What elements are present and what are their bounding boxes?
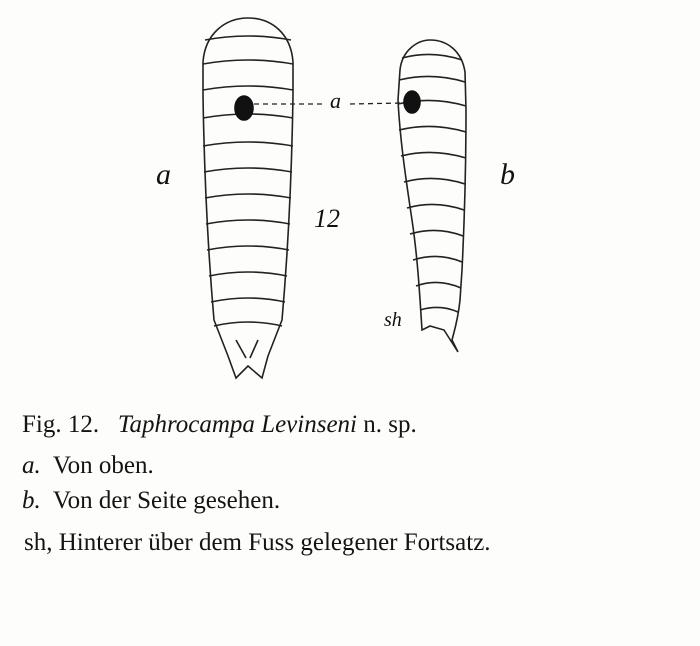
figure-number-label: 12: [314, 204, 340, 233]
caption-fig-number: Fig. 12.: [22, 411, 100, 438]
caption-line-sh: [24, 530, 491, 555]
caption-title: [22, 412, 417, 437]
pointer-lines: [254, 103, 404, 104]
eyespot-a: [235, 96, 253, 120]
caption-line-sh-text: Hinterer über dem Fuss gelegener Fortsatz.: [58, 529, 491, 556]
pointer-label-a: a: [330, 88, 341, 113]
specimen-a-outline: [203, 18, 293, 378]
caption-line-a: [22, 453, 154, 478]
caption-species-suffix: n. sp.: [363, 411, 417, 438]
caption-line-b-letter: b.: [22, 487, 41, 514]
specimen-a-dorsal-view: [203, 18, 293, 378]
caption-line-sh-letter: sh,: [24, 529, 53, 556]
label-b: b: [500, 158, 515, 191]
caption-line-a-letter: a.: [22, 452, 41, 479]
label-a: a: [156, 158, 171, 191]
specimen-b-lateral-view: [398, 40, 466, 352]
eyespot-b: [404, 91, 420, 113]
caption-species-name: Taphrocampa Levinseni: [117, 411, 357, 438]
caption-line-b: [22, 488, 280, 513]
caption-line-b-text: Von der Seite gesehen.: [52, 487, 281, 514]
caption-line-a-text: Von oben.: [52, 452, 154, 479]
specimen-b-outline: [398, 40, 466, 352]
label-sh: sh: [384, 309, 402, 331]
